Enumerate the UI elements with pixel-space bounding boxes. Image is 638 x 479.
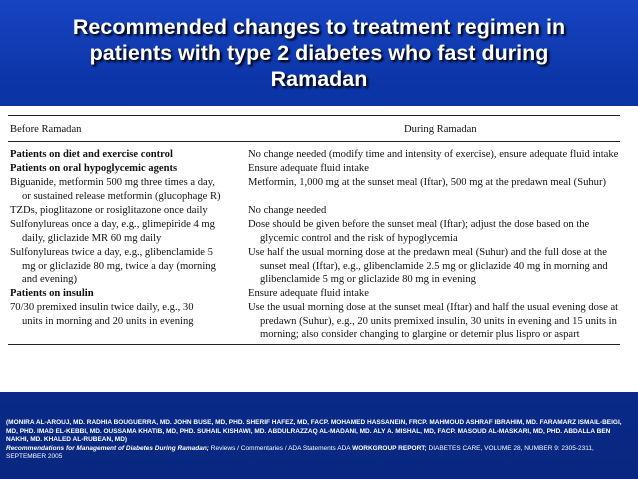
column-header-before: Before Ramadan [10, 124, 82, 135]
cell-before [10, 176, 240, 203]
table-bottom-rule [8, 344, 620, 345]
cell-during [248, 148, 620, 162]
cell-line: sunset meal (Iftar), e.g., glibenclamide 2.5 mg or gliclazide 40 mg in morning and [260, 260, 608, 272]
cell-line: daily, gliclazide MR 60 mg daily [22, 232, 162, 244]
cell-during [248, 162, 620, 176]
cell-during [248, 301, 620, 342]
cell-line: Ensure adequate fluid intake [248, 288, 369, 299]
column-header-during: During Ramadan [404, 124, 477, 135]
citation-authors: (MONIRA AL-AROUJ, MD. RADHIA BOUGUERRA, MD. JOHN BUSE, MD, PHD. SHERIF HAFEZ, MD, FACP. MOHAMED HASSANEIN, FRCP. MAHMOUD ASHRAF IBRAHIM, MD. FARAMARZ ISMAIL-BEIGI, MD, PHD. IMAD EL-KEBBI, MD. OUSSAMA KHATIB, MD, PHD. SUHAIL KISHAWI, MD. ABDULRAZZAQ AL-MADANI, MD. ALY A. MISHAL, MD, FACP. MASOUD AL-MASKARI, MD, PHD. ABDALLA BEN NAKHI, MD. KHALED AL-RUBEAN, MD) [6, 419, 622, 444]
cell-before [10, 162, 240, 176]
cell-line: Sulfonylureas once a day, e.g., glimepiride 4 mg [10, 219, 215, 230]
cell-before [10, 287, 240, 301]
cell-line: Patients on oral hypoglycemic agents [10, 163, 178, 174]
title-line: patients with type 2 diabetes who fast during [89, 41, 549, 65]
cell-line: glycemic control and the risk of hypoglycemia [260, 232, 458, 244]
treatment-table-image [0, 106, 638, 392]
cell-line: glibenclamide 5 mg or gliclazide 80 mg in evening [260, 274, 476, 286]
cell-during [248, 204, 620, 218]
cell-during [248, 287, 620, 301]
cell-line: units in morning and 20 units in evening [22, 315, 194, 327]
citation-title: Recommendations for Management of Diabetes During Ramadan; [6, 444, 209, 452]
title-line: Recommended changes to treatment regimen in [72, 15, 566, 39]
cell-before [10, 218, 240, 245]
citation-source: Reviews / Commentaries / ADA Statements ADA [208, 444, 351, 452]
citation-report: WORKGROUP REPORT; [352, 444, 427, 452]
cell-line: Dose should be given before the sunset meal (Iftar); adjust the dose based on the [248, 219, 590, 230]
cell-line: Use the usual morning dose at the sunset meal (Iftar) and half the usual evening dose at [248, 302, 619, 313]
cell-line: and evening) [22, 274, 78, 286]
cell-line: morning; also consider changing to glargine or detemir plus lispro or aspart [260, 329, 580, 341]
citation-journal: DIABETES CARE, VOLUME 28, NUMBER 9: 2305-2311, SEPTEMBER 2005 [6, 444, 594, 461]
cell-during [248, 218, 620, 245]
cell-line: Patients on diet and exercise control [10, 149, 173, 160]
cell-line: or sustained release metformin (glucophage R) [22, 190, 221, 202]
cell-line: No change needed (modify time and intensity of exercise), ensure adequate fluid intake [248, 149, 619, 160]
cell-during [248, 246, 620, 287]
cell-before [10, 148, 240, 162]
table-top-rule [8, 115, 620, 116]
cell-before [10, 246, 240, 287]
cell-during [248, 176, 620, 190]
cell-line: Patients on insulin [10, 288, 94, 299]
cell-line: Ensure adequate fluid intake [248, 163, 369, 174]
title-line: Ramadan [270, 67, 368, 91]
cell-line: mg or gliclazide 80 mg, twice a day (morning [22, 260, 216, 272]
slide-title [10, 14, 628, 92]
citation-block [6, 419, 632, 462]
cell-line: 70/30 premixed insulin twice daily, e.g., 30 [10, 302, 194, 313]
cell-line: Sulfonylureas twice a day, e.g., glibenclamide 5 [10, 247, 213, 258]
cell-line: Metformin, 1,000 mg at the sunset meal (Iftar), 500 mg at the predawn meal (Suhur) [248, 177, 607, 188]
cell-before [10, 301, 240, 328]
header-rule [8, 141, 620, 142]
cell-line: predawn (Suhur), e.g., 20 units premixed insulin, 30 units in evening and 15 units in [260, 315, 617, 327]
cell-line: No change needed [248, 205, 327, 216]
cell-before [10, 204, 240, 218]
cell-line: TZDs, pioglitazone or rosiglitazone once daily [10, 205, 208, 216]
cell-line: Use half the usual morning dose at the predawn meal (Suhur) and the full dose at the [248, 247, 607, 258]
cell-line: Biguanide, metformin 500 mg three times a day, [10, 177, 215, 188]
